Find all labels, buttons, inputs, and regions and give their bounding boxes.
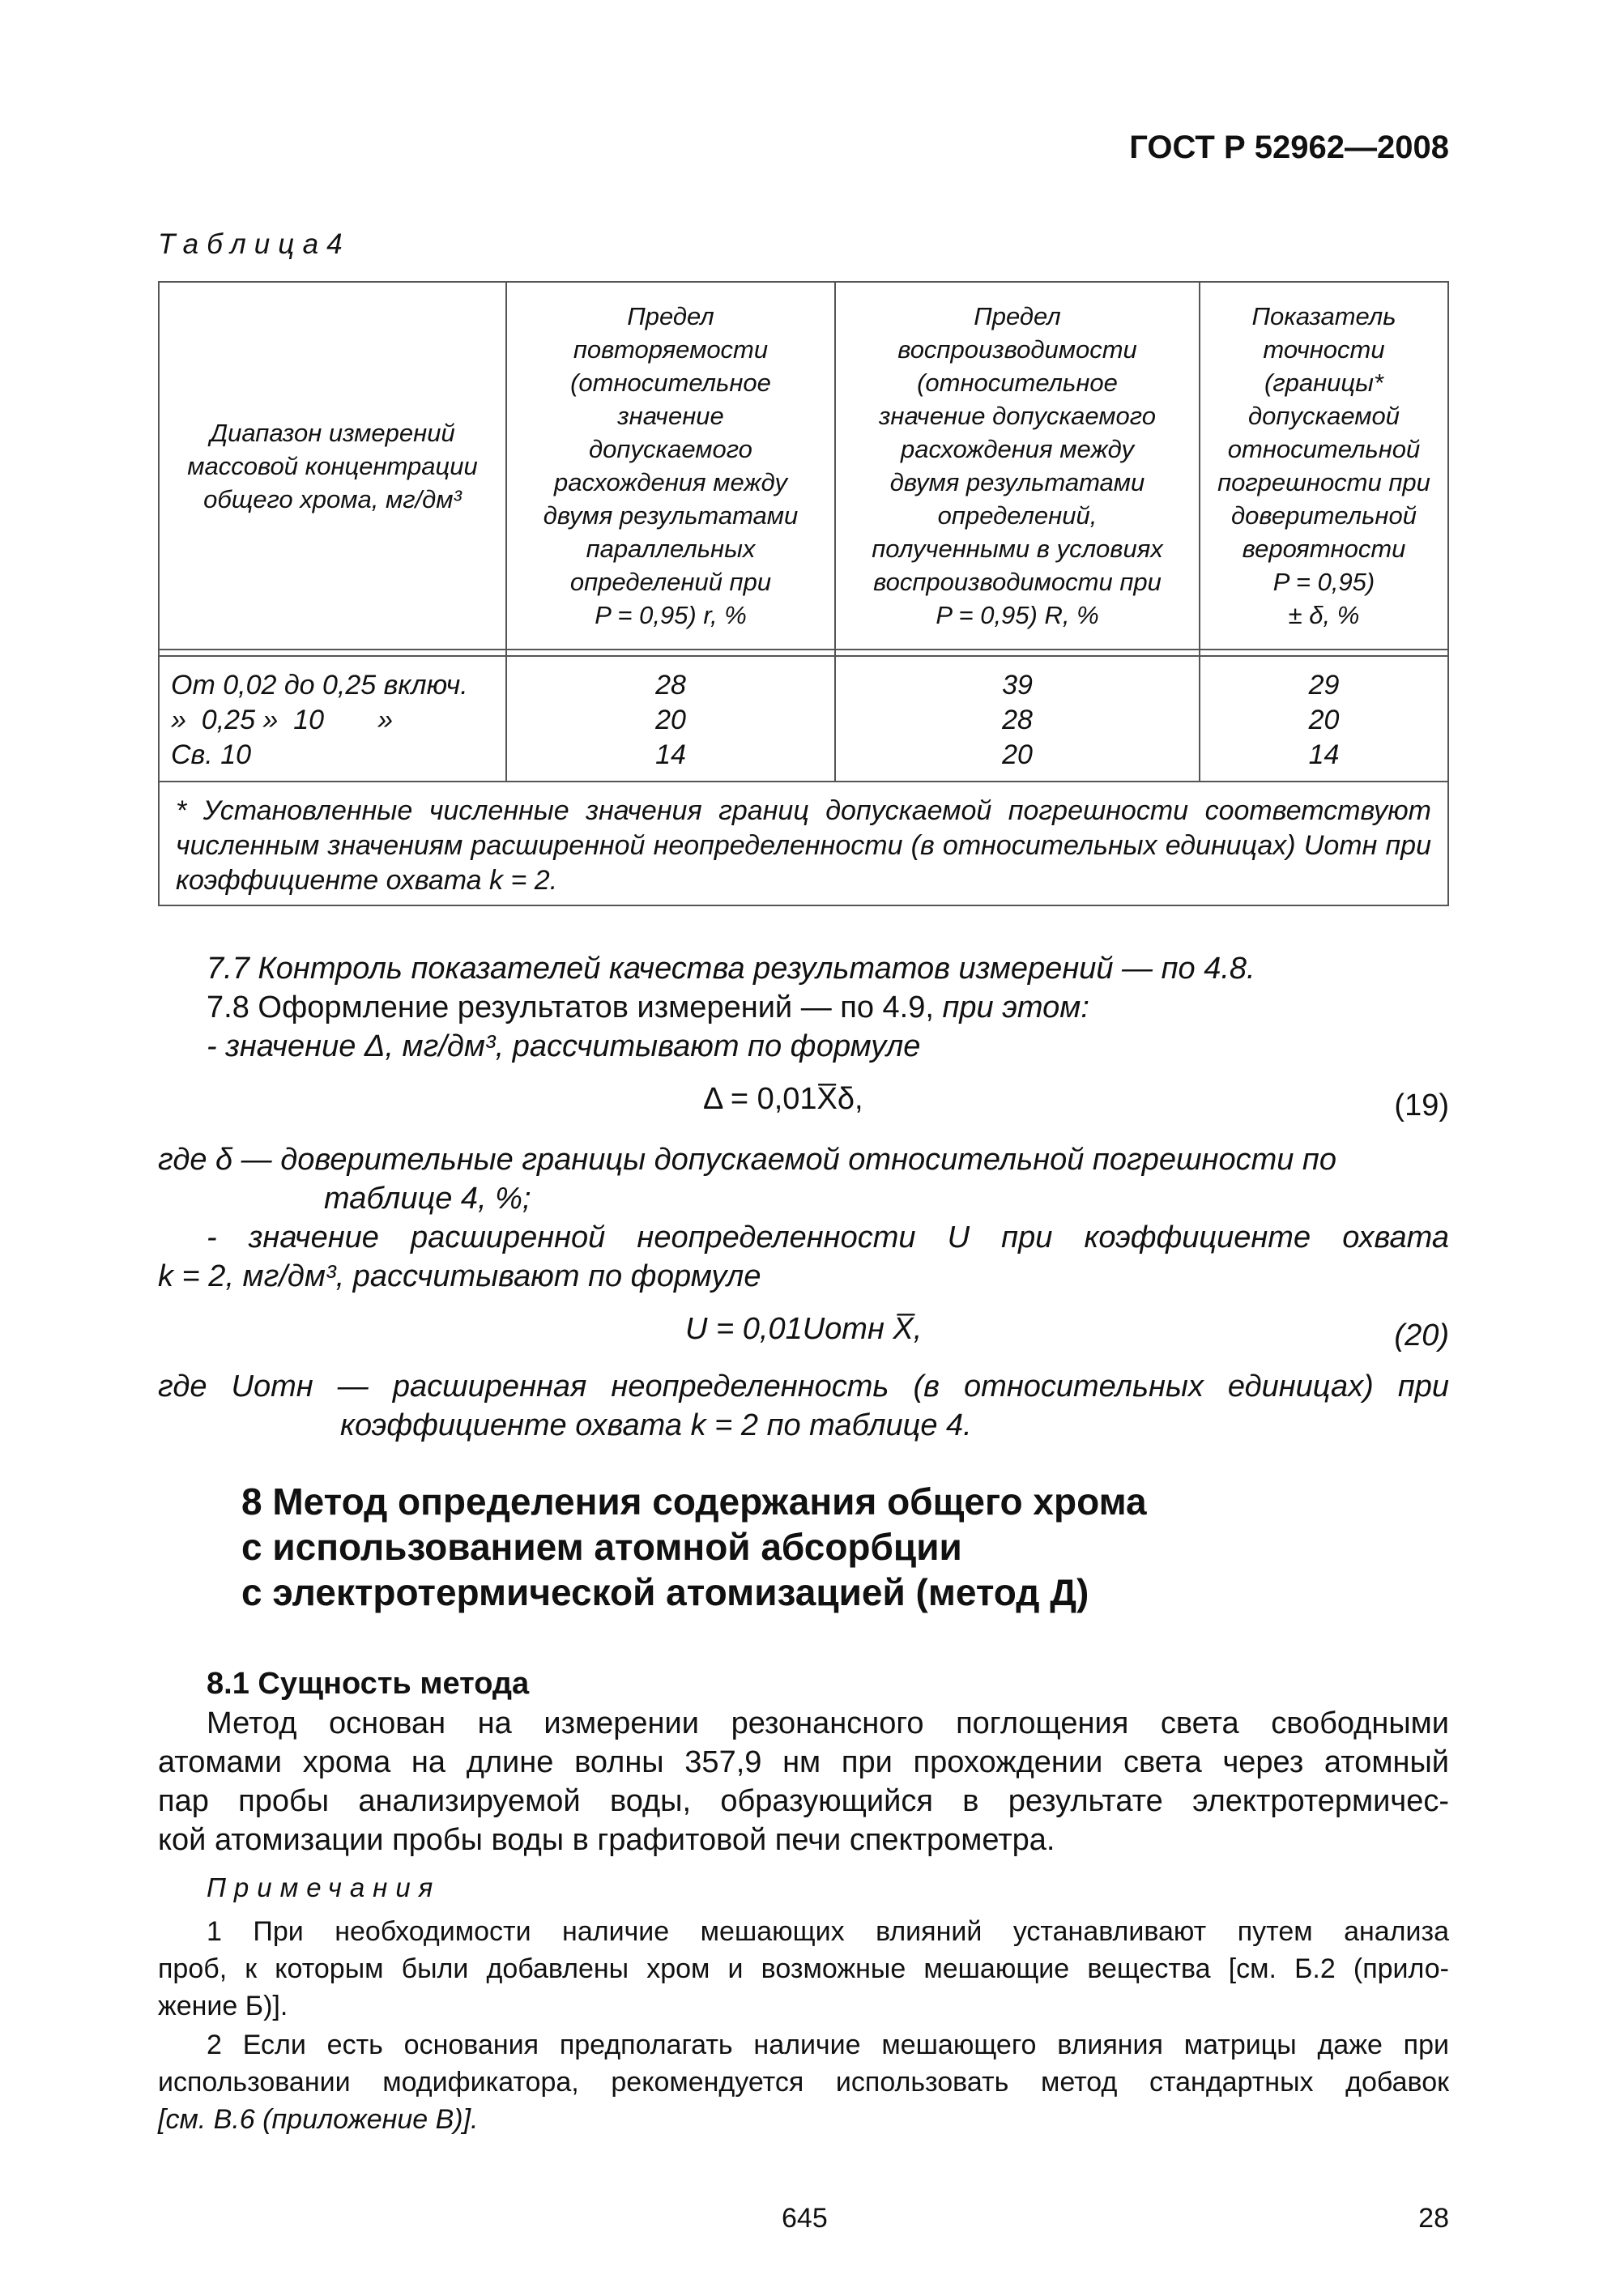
method-line4: кой атомизации пробы воды в графитовой печи спектрометра.	[158, 1823, 1055, 1857]
method-line3: пар пробы анализируемой воды, образующийся в результате электротермичес-	[158, 1784, 1449, 1818]
note1-line1: 1 При необходимости наличие мешающих влияний устанавливают путем анализа	[207, 1916, 1449, 1947]
where-delta-line1: где δ — доверительные границы допускаемой относительной погрешности по	[158, 1143, 1336, 1177]
header-accuracy: Показатель точности (границы* допускаемой относительной погрешности при доверительной вероятности P = 0,95) ± δ, %	[1200, 282, 1448, 650]
section-8-1-title: 8.1 Сущность метода	[207, 1667, 530, 1701]
note2-line2: использовании модификатора, рекомендуется использовать метод стандартных добавок	[158, 2067, 1449, 2098]
page-number-right: 28	[1418, 2203, 1449, 2234]
where-delta-line2: таблице 4, %;	[324, 1182, 531, 1216]
equation-20-number: (20)	[1394, 1318, 1449, 1352]
header-range: Диапазон измерений массовой концентрации общего хрома, мг/дм³	[159, 282, 506, 650]
reproducibility-values: 39 28 20	[835, 656, 1200, 782]
header-repeatability: Предел повторяемости (относительное значение допускаемого расхождения между двумя результатами параллельных определений при P = 0,95) r, %	[506, 282, 835, 650]
paragraph-U-line1: - значение расширенной неопределенности U при коэффициенте охвата	[207, 1220, 1449, 1254]
repeatability-values: 28 20 14	[506, 656, 835, 782]
note1-line3: жение Б)].	[158, 1991, 288, 2021]
note2-line3: [см. В.6 (приложение В)].	[158, 2104, 479, 2135]
ranges-cell: От 0,02 до 0,25 включ. » 0,25 » 10 » Св. 10	[159, 656, 506, 782]
table-label: Таблица4	[158, 228, 351, 260]
header-reproducibility: Предел воспроизводимости (относительное значение допускаемого расхождения между двумя результатами определений, полученными в условиях воспроизводимости при P = 0,95) R, %	[835, 282, 1200, 650]
table-header-row	[159, 282, 1448, 650]
equation-19: Δ = 0,01X̅δ,	[703, 1082, 863, 1116]
where-U-line2: коэффициенте охвата k = 2 по таблице 4.	[340, 1408, 972, 1442]
paragraph-7-8: 7.8 Оформление результатов измерений — по 4.9, при этом:	[207, 990, 1089, 1024]
equation-20: U = 0,01Uотн X̅,	[685, 1312, 923, 1346]
page-number-center: 645	[782, 2203, 828, 2234]
note1-line2: проб, к которым были добавлены хром и возможные мешающие вещества [см. Б.2 (прило-	[158, 1953, 1449, 1984]
note2-line1: 2 Если есть основания предполагать наличие мешающего влияния матрицы даже при	[207, 2030, 1449, 2060]
accuracy-values: 29 20 14	[1200, 656, 1448, 782]
notes-heading: Примечания	[207, 1872, 441, 1902]
equation-19-number: (19)	[1394, 1088, 1449, 1122]
accuracy-table	[158, 281, 1449, 906]
paragraph-7-7: 7.7 Контроль показателей качества результатов измерений — по 4.8.	[207, 952, 1255, 986]
header-separator	[159, 650, 1448, 656]
paragraph-delta: - значение Δ, мг/дм³, рассчитывают по формуле	[207, 1029, 921, 1063]
method-line2: атомами хрома на длине волны 357,9 нм при прохождении света через атомный	[158, 1745, 1449, 1779]
table-footnote: * Установленные численные значения границ допускаемой погрешности соответствуют численным значениям расширенной неопределенности (в относительных единицах) Uотн при коэффициенте охвата k = 2.	[159, 782, 1448, 905]
table-footnote-row	[159, 782, 1448, 905]
table-data-row	[159, 656, 1448, 782]
standard-number: ГОСТ Р 52962—2008	[1129, 130, 1449, 165]
method-line1: Метод основан на измерении резонансного поглощения света свободными	[207, 1706, 1449, 1740]
paragraph-U-line2: k = 2, мг/дм³, рассчитывают по формуле	[158, 1259, 761, 1293]
section-8-title: 8 Метод определения содержания общего хрома с использованием атомной абсорбции с электротермической атомизацией (метод Д)	[241, 1480, 1147, 1613]
where-U-line1: где Uотн — расширенная неопределенность (в относительных единицах) при	[158, 1370, 1449, 1404]
